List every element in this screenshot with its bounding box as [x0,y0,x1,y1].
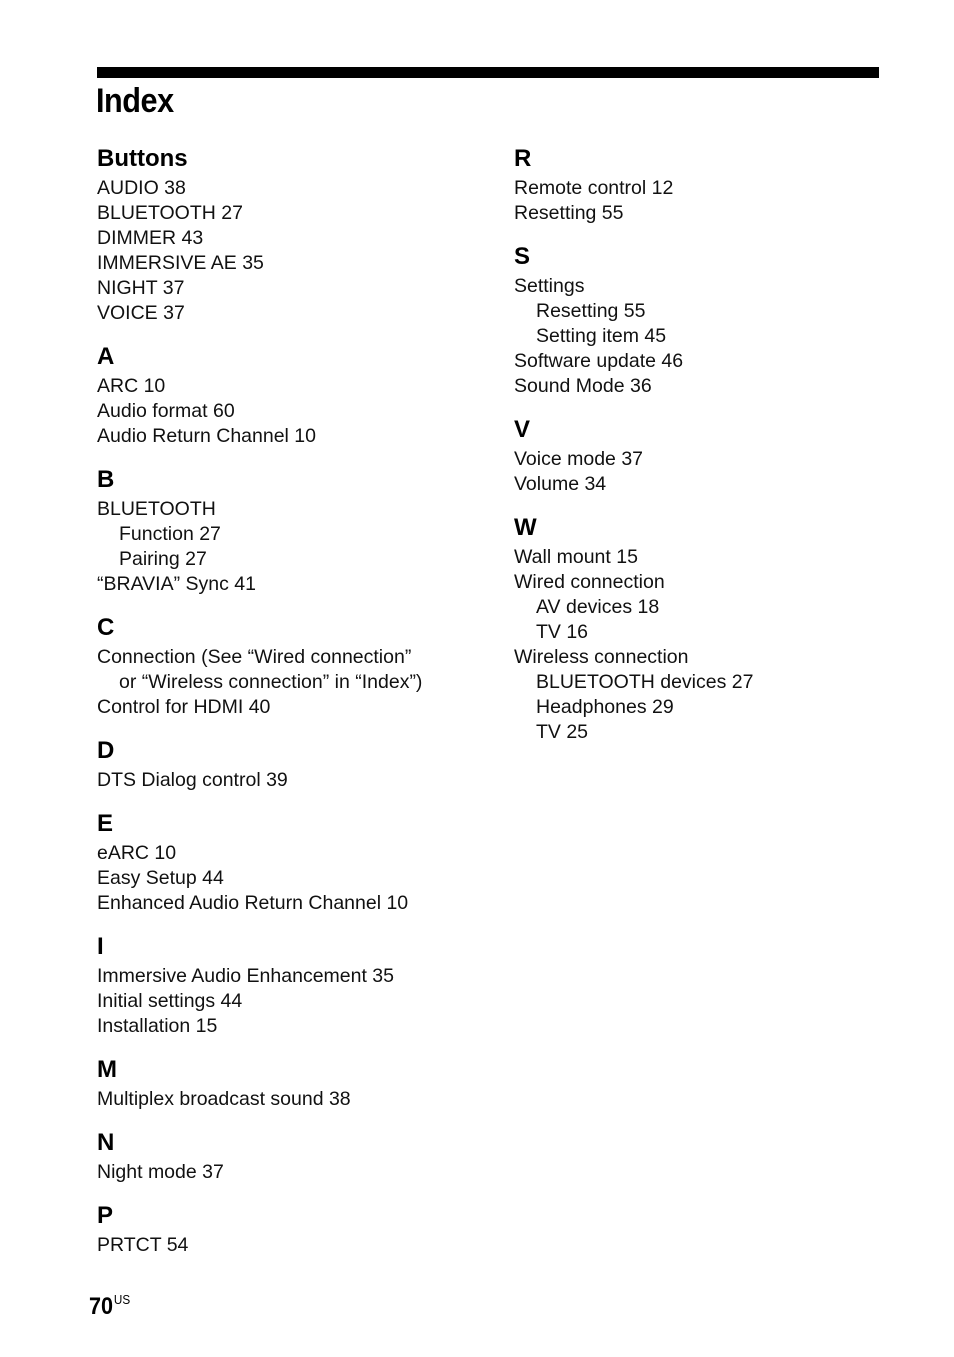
index-entry: “BRAVIA” Sync 41 [97,573,256,595]
index-entry: Audio Return Channel 10 [97,425,316,447]
index-subentry: Resetting 55 [536,300,646,322]
index-section [97,1053,497,1112]
index-entry: Voice mode 37 [514,448,644,470]
index-section [514,142,914,226]
index-subentry: Setting item 45 [536,325,667,347]
section-heading: Buttons [97,145,188,172]
index-entry: Easy Setup 44 [97,867,224,889]
index-entry: Installation 15 [97,1015,218,1037]
index-entry: Remote control 12 [514,177,674,199]
index-entry: AUDIO 38 [97,177,186,199]
index-subentry: TV 16 [536,621,589,643]
index-section [97,142,497,326]
index-entry: DIMMER 43 [97,227,204,249]
index-entry: PRTCT 54 [97,1234,189,1256]
index-entry: BLUETOOTH [97,498,216,520]
index-subentry: Function 27 [119,523,221,545]
index-entry: Volume 34 [514,473,607,495]
index-entry: NIGHT 37 [97,277,185,299]
title-rule [97,67,879,78]
index-entry: Software update 46 [514,350,684,372]
index-section [97,611,497,720]
index-entry: ARC 10 [97,375,166,397]
index-entry: VOICE 37 [97,302,185,324]
index-entry: Resetting 55 [514,202,624,224]
section-heading: C [97,614,115,641]
index-subentry: TV 25 [536,721,589,743]
index-section [97,1199,497,1258]
index-section [514,511,914,745]
index-entry: Audio format 60 [97,400,235,422]
section-heading: W [514,514,537,541]
index-section [97,1126,497,1185]
page-title: Index [96,82,174,120]
index-entry: Connection (See “Wired connection” [97,646,412,668]
section-heading: S [514,243,531,270]
section-heading: B [97,466,115,493]
index-subentry: Headphones 29 [536,696,674,718]
section-heading: R [514,145,532,172]
index-section [514,240,914,399]
index-entry: Wall mount 15 [514,546,638,568]
section-heading: V [514,416,531,443]
index-column-right [514,142,914,759]
index-entry: IMMERSIVE AE 35 [97,252,264,274]
section-heading: E [97,810,114,837]
index-subentry: BLUETOOTH devices 27 [536,671,754,693]
section-heading: M [97,1056,117,1083]
index-entry: eARC 10 [97,842,177,864]
index-entry: DTS Dialog control 39 [97,769,288,791]
section-heading: P [97,1202,114,1229]
index-section [514,413,914,497]
index-entry: Wired connection [514,571,665,593]
section-heading: I [97,933,104,960]
index-entry: Initial settings 44 [97,990,243,1012]
index-entry: Sound Mode 36 [514,375,652,397]
index-entry: Wireless connection [514,646,689,668]
page-number-value: 70 [89,1293,114,1320]
index-entry: Multiplex broadcast sound 38 [97,1088,351,1110]
index-entry-continuation: or “Wireless connection” in “Index”) [119,671,423,693]
page-number [89,1292,130,1321]
index-section [97,734,497,793]
section-heading: A [97,343,115,370]
index-entry: Night mode 37 [97,1161,224,1183]
index-section [97,930,497,1039]
index-subentry: AV devices 18 [536,596,660,618]
index-entry: Control for HDMI 40 [97,696,271,718]
index-section [97,807,497,916]
index-entry: Settings [514,275,585,297]
section-heading: D [97,737,115,764]
index-section [97,340,497,449]
index-subentry: Pairing 27 [119,548,207,570]
index-entry: Enhanced Audio Return Channel 10 [97,892,409,914]
index-entry: BLUETOOTH 27 [97,202,243,224]
page-number-suffix: US [113,1292,131,1307]
index-section [97,463,497,597]
index-entry: Immersive Audio Enhancement 35 [97,965,394,987]
section-heading: N [97,1129,115,1156]
index-column-left [97,142,497,1272]
